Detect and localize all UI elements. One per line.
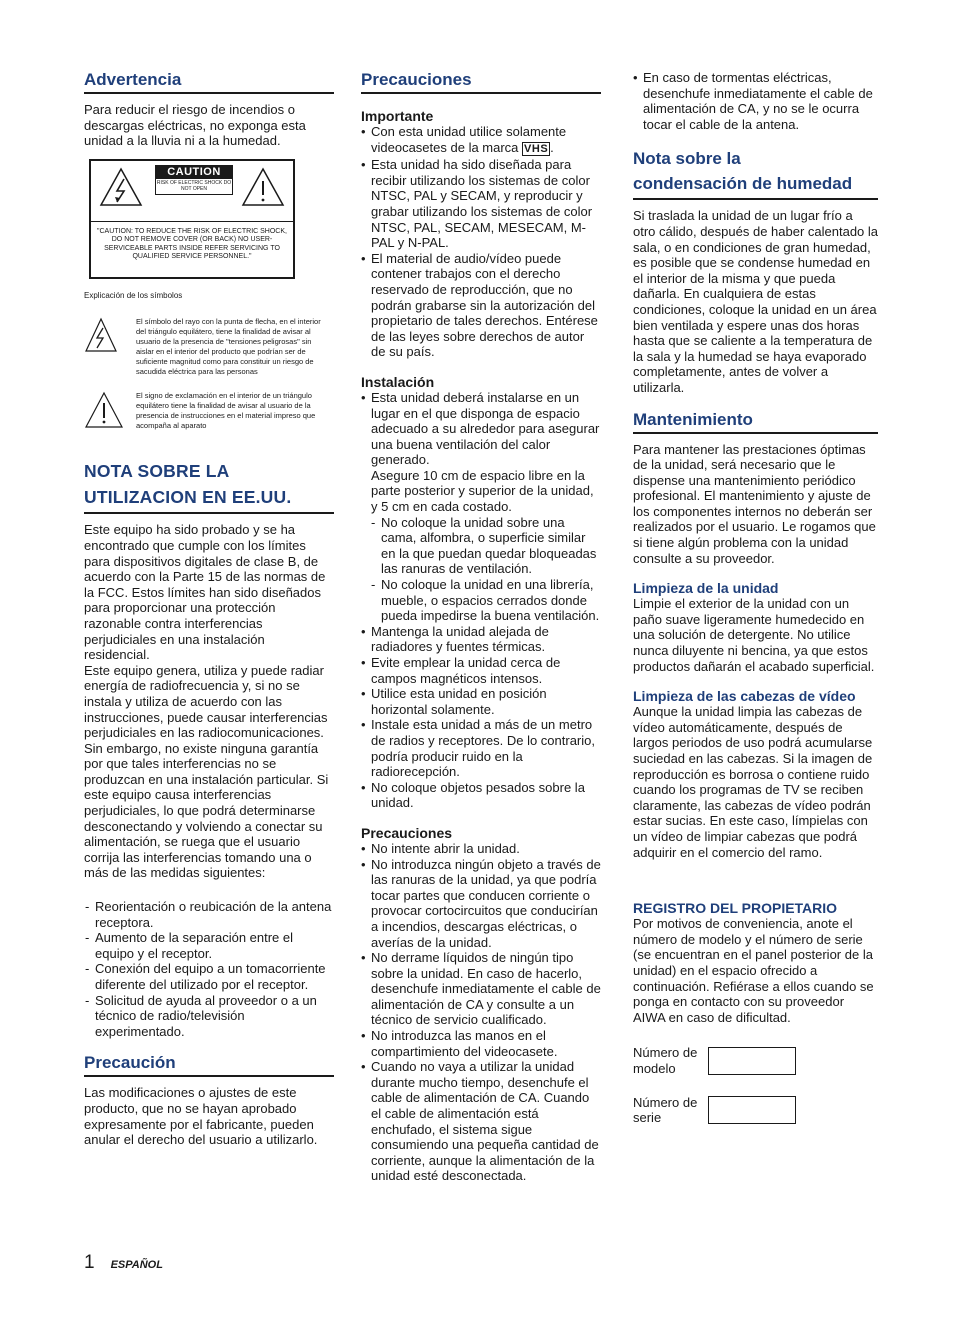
registro-title: REGISTRO DEL PROPIETARIO: [633, 900, 838, 917]
list-item: • Instale esta unidad a más de un metro de radios y receptores. De lo contrario, podría producir ruido en la radiorecepción.: [361, 717, 601, 779]
registro-text: Por motivos de conveniencia, anote el número de modelo y el número de serie (se encuentran en el panel posterior de la unidad) en el espacio ofrecido a continuación. Refiérase a ellos cuando se ponga en contacto con su proveedor AIWA en caso de dificultad.: [633, 916, 874, 1025]
condensacion-title-line1: Nota sobre la: [633, 149, 741, 169]
list-item: • No introduzca ningún objeto a través de las ranuras de la unidad, ya que podría tocar partes que conducen corriente o provocar cortocircuitos que conducirían a incendios, descargas eléctricas, o averías de la unidad.: [361, 857, 601, 951]
cabezas-text: Aunque la unidad limpia las cabezas de vídeo automáticamente, después de largos periodos de uso podrá acumularse suciedad en las cabezas. Si la imagen de reproducción es borrosa o contiene ruido cuando los programas de TV se reciben claramente, las cabezas de vídeo podrán estar sucias. En este caso, límpielas con un vídeo de limpiar cabezas que podrá adquirir en el comercio del ramo.: [633, 704, 873, 860]
vhs-logo: VHS: [524, 142, 549, 155]
symbol-lightning-text: El símbolo del rayo con la punta de flecha, en el interior del triángulo equilátero, tiene la finalidad de avisar al usuario de la presencia de "tensiones peligrosas" sin aislar en el interior del producto que podrían ser de suficiente magnitud como para constituir un riesgo de sacudida eléctrica para las personas: [136, 317, 321, 377]
condensacion-text: Si traslada la unidad de un lugar frío a otro cálido, después de haber calentado la sala, o en condiciones de gran humedad, es posible que se condense humedad en el interior de la misma y que pueda dañarla. En cualquiera de estas condiciones, coloque la unidad en un área bien ventilada y espere unas dos horas hasta que se caliente a la temperatura de la sala y la humedad se haya evaporado completamente, antes de volver a utilizarla.: [633, 208, 879, 395]
lightning-triangle-icon: [99, 167, 143, 207]
mantenimiento-text: Para mantener las prestaciones óptimas de la unidad, será necesario que le dispense una mantenimiento periódico profesional. El mantenimiento y ajuste de los componentes internos no deberán ser realizados por el usuario. Le rogamos que si tiene algún problema con la unidad consulte a su proveedor.: [633, 441, 876, 566]
caution-label-box: [89, 159, 295, 279]
nota-title-line1: NOTA SOBRE LA: [84, 461, 230, 482]
symbol-lightning-row: [84, 317, 334, 377]
instalacion-title: Instalación: [361, 373, 435, 390]
symbol-exclamation-row: [84, 391, 334, 434]
precauciones-list: [361, 841, 601, 1184]
limpieza-text: Limpie el exterior de la unidad con un paño suave ligeramente humedecido en una solución de detergente. No utilice nunca diluyente ni bencina, ya que estos productos dañarán el acabado superficial.: [633, 596, 875, 674]
importante-list: [361, 124, 601, 360]
limpieza-title: Limpieza de la unidad: [633, 580, 779, 597]
nota-heading: [84, 458, 334, 514]
list-item: • No intente abrir la unidad.: [361, 841, 601, 857]
condensacion-title-line2: condensación de humedad: [633, 174, 853, 194]
serie-label: Número de serie: [633, 1094, 698, 1126]
serie-field[interactable]: [708, 1096, 796, 1124]
page-footer: [84, 1252, 163, 1274]
symbol-exclamation-text: El signo de exclamación en el interior de un triángulo equilátero tiene la finalidad de avisar al usuario de la presencia de instrucciones en el material impreso que acompaña al aparato: [136, 391, 316, 431]
caution-subtitle: RISK OF ELECTRIC SHOCK DO NOT OPEN: [156, 179, 232, 193]
lightning-triangle-icon: [84, 317, 118, 353]
list-item: • Evite emplear la unidad cerca de campos magnéticos intensos.: [361, 655, 601, 686]
symbols-caption: Explicación de los símbolos: [84, 290, 183, 300]
list-item: • Con esta unidad utilice solamente videocasetes de la marca VHS .: [361, 124, 601, 157]
precauciones-title: Precauciones: [361, 70, 472, 89]
exclamation-triangle-icon: [241, 167, 285, 207]
nota-paragraph-1: Este equipo ha sido probado y se ha encontrado que cumple con los límites para dispositivos digitales de clase B, de acuerdo con la Parte 15 de las normas de la FCC. Estos límites han sido diseñados para proporcionar una protección razonable contra interferencias perjudiciales en una instalación residencial.: [84, 522, 326, 663]
instalacion-list: [361, 390, 601, 811]
nota-list: [84, 899, 334, 1039]
advertencia-title: Advertencia: [84, 70, 182, 89]
list-item: - No coloque la unidad en una librería, mueble, o espacios cerrados donde pueda impedirse la buena ventilación.: [371, 577, 601, 624]
nota-paragraph-2: Este equipo genera, utiliza y puede radiar energía de radiofrecuencia y, si no se instala y utiliza de acuerdo con las instrucciones, puede causar interferencias perjudiciales en las radiocomunicaciones. Sin embargo, no existe ninguna garantía por que tales interferencias no se produzcan en una instalación particular. Si este equipo causa interferencias perjudiciales, lo que podrá determinarse desconectando y volviendo a conectar su alimentación, se ruega que el usuario corrija las interferencias tomando una o más de las medidas siguientes:: [84, 662, 329, 881]
list-item: • El material de audio/vídeo puede contener trabajos con el derecho reservado de reproducción, que no podrán grabarse sin la autorización del propietario de tales derechos. Entérese de las leyes sobre derechos de autor de su país.: [361, 251, 601, 360]
list-item: • No derrame líquidos de ningún tipo sobre la unidad. En caso de hacerlo, desenchufe inmediatamente el cable de alimentación de CA y consulte a un técnico de servicio cualificado.: [361, 950, 601, 1028]
list-item: - Reorientación o reubicación de la antena receptora.: [84, 899, 334, 930]
modelo-field[interactable]: [708, 1047, 796, 1075]
list-item: [361, 390, 601, 624]
column-right: [633, 70, 878, 1126]
precaucion-text: Las modificaciones o ajustes de este producto, que no se hayan aprobado expresamente por el fabricante, pueden anular el derecho del usuario a utilizarlo.: [84, 1085, 318, 1148]
precaucion-title: Precaución: [84, 1053, 176, 1073]
list-item: • No coloque objetos pesados sobre la unidad.: [361, 780, 601, 811]
condensacion-heading: [633, 146, 878, 200]
caution-symbols: [91, 161, 293, 222]
precaucion-heading: [84, 1053, 334, 1077]
list-item: • En caso de tormentas eléctricas, desenchufe inmediatamente el cable de alimentación de CA, y no se le ocurra tocar el cable de la antena.: [633, 70, 878, 132]
modelo-label: Número de modelo: [633, 1045, 698, 1076]
language-label: ESPAÑOL: [110, 1259, 163, 1271]
list-item: • Esta unidad ha sido diseñada para recibir utilizando los sistemas de color NTSC, PAL y SECAM, y reproducir y grabar utilizando los sistemas de color NTSC, PAL, SECAM, MESECAM, M-PAL y N-PAL.: [361, 157, 601, 251]
advertencia-text: Para reducir el riesgo de incendios o descargas eléctricas, no exponga esta unidad a la lluvia ni a la humedad.: [84, 102, 306, 149]
nota-title-line2: UTILIZACION EN EE.UU.: [84, 487, 292, 508]
column-left: [84, 70, 334, 1148]
instalacion-sublist: [371, 515, 601, 624]
instalacion-item-1: Esta unidad deberá instalarse en un lugar en el que disponga de espacio adecuado a su alrededor para asegurar una buena ventilación del calor generado.: [371, 389, 600, 468]
serie-row: [633, 1095, 878, 1126]
list-item: • Mantenga la unidad alejada de radiadores y fuentes térmicas.: [361, 624, 601, 655]
exclamation-triangle-icon: [84, 391, 124, 429]
list-item: • Cuando no vaya a utilizar la unidad durante mucho tiempo, desenchufe el cable de alimentación de CA. Cuando el cable de alimentación está enchufado, el sistema sigue consumiendo una pequeña cantidad de corriente, aunque la alimentación de la unidad esté desconectada.: [361, 1059, 601, 1184]
caution-title: CAUTION: [156, 166, 232, 179]
list-item: • Utilice esta unidad en posición horizontal solamente.: [361, 686, 601, 717]
precauciones-sub-title: Precauciones: [361, 824, 453, 841]
list-item: - No coloque la unidad sobre una cama, alfombra, o superficie similar en la que puedan quedar bloqueadas las ranuras de ventilación.: [371, 515, 601, 577]
list-item: - Solicitud de ayuda al proveedor o a un técnico de radio/televisión experimentado.: [84, 993, 334, 1040]
caution-text: "CAUTION: TO REDUCE THE RISK OF ELECTRIC SHOCK, DO NOT REMOVE COVER (OR BACK) NO USER-SERVICEABLE PARTS INSIDE REFER SERVICING TO QUALIFIED SERVICE PERSONNEL.": [97, 227, 287, 260]
list-item: • No introduzca las manos en el compartimiento del videocasete.: [361, 1028, 601, 1059]
cabezas-title: Limpieza de las cabezas de vídeo: [633, 688, 856, 705]
mantenimiento-title: Mantenimiento: [633, 409, 753, 429]
importante-title: Importante: [361, 108, 434, 124]
page-number: 1: [84, 1252, 95, 1273]
caution-label: [155, 165, 233, 195]
list-item: - Aumento de la separación entre el equipo y el receptor.: [84, 930, 334, 961]
precauciones-heading: [361, 70, 601, 94]
column-middle: [361, 70, 601, 1184]
instalacion-item-1-extra: Asegure 10 cm de espacio libre en la parte posterior y superior de la unidad, y 5 cm en cada costado.: [371, 467, 594, 515]
advertencia-heading: [84, 70, 334, 94]
tormentas-list: [633, 70, 878, 132]
importante-item-1: Con esta unidad utilice solamente videocasetes de la marca: [371, 124, 567, 155]
list-item: - Conexión del equipo a un tomacorriente diferente del utilizado por el receptor.: [84, 961, 334, 992]
modelo-row: [633, 1045, 878, 1076]
mantenimiento-heading: [633, 410, 878, 434]
